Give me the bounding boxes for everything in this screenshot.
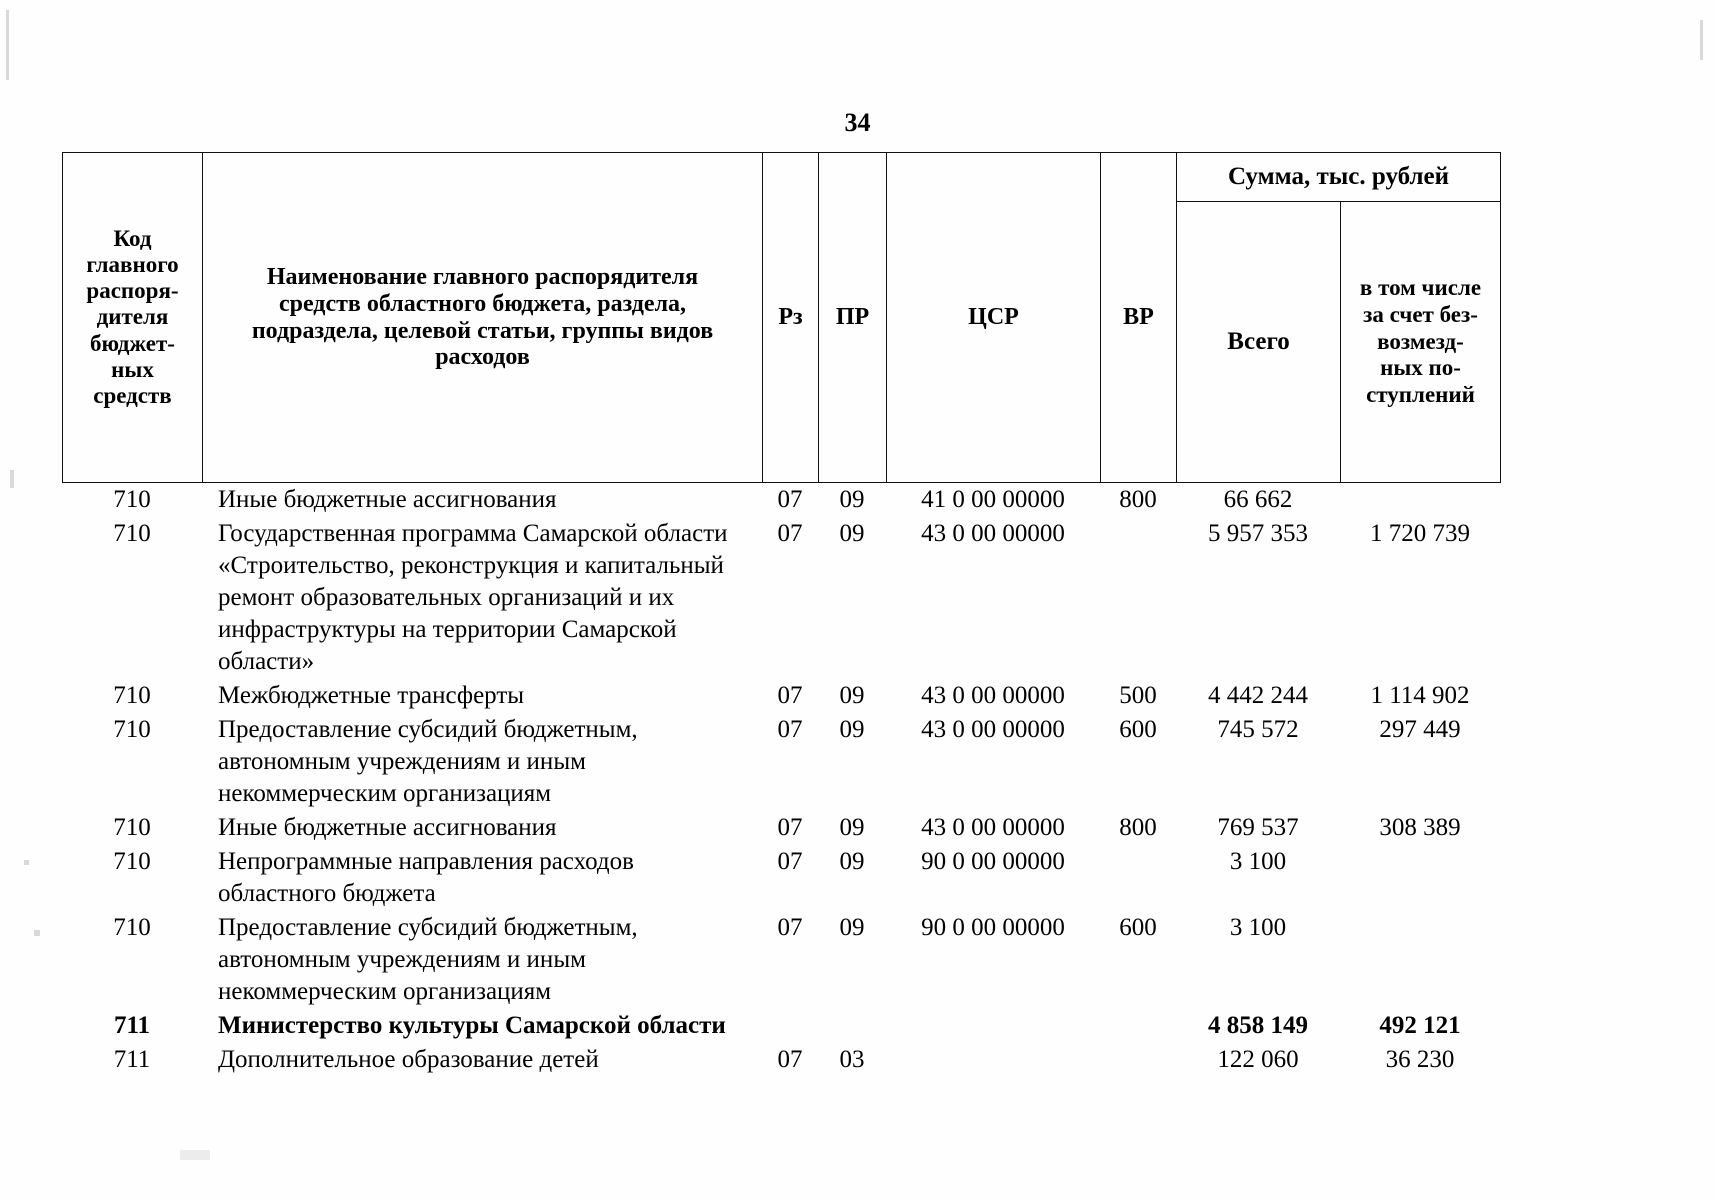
budget-table <box>62 152 1482 1077</box>
code-header-line-4: дителя <box>96 304 169 330</box>
column-header-free-receipts <box>1341 202 1501 483</box>
cell-total: 3 100 <box>1229 848 1287 875</box>
table-header-row-1 <box>63 153 1501 202</box>
cell-total: 3 100 <box>1229 914 1287 941</box>
cell-free: 1 720 739 <box>1370 520 1470 547</box>
cell-name: Предоставление субсидий бюджетным, автономным учреждениям и иным некоммерческим организациям <box>218 716 638 807</box>
cell-total: 769 537 <box>1217 814 1299 841</box>
table-row[interactable] <box>62 911 1500 1009</box>
table-row[interactable] <box>62 1009 1500 1043</box>
table-row[interactable] <box>62 679 1500 713</box>
cell-name: Межбюджетные трансферты <box>218 682 525 709</box>
free-header-line-1: в том числе <box>1359 275 1482 301</box>
cell-vr: 800 <box>1119 814 1157 841</box>
column-header-name <box>203 153 763 483</box>
cell-pr: 03 <box>839 1046 865 1073</box>
scan-artifact <box>180 1150 210 1160</box>
scan-artifact <box>10 470 14 488</box>
code-header-line-3: распоря- <box>86 278 179 304</box>
cell-name: Государственная программа Самарской области «Строительство, реконструкция и капитальный ремонт образовательных организаций и их инфраструктуры на территории Самарской области» <box>218 520 728 675</box>
column-header-vr: ВР <box>1101 153 1177 483</box>
scan-artifact <box>6 10 9 80</box>
cell-name: Иные бюджетные ассигнования <box>218 486 557 513</box>
page-number: 34 <box>844 108 871 137</box>
cell-vr: 500 <box>1119 682 1157 709</box>
cell-vr <box>1100 517 1176 679</box>
column-header-code <box>63 153 203 483</box>
table-row[interactable] <box>62 845 1500 911</box>
free-header-line-4: ных по- <box>1380 355 1461 381</box>
table-row[interactable] <box>62 713 1500 811</box>
cell-pr: 09 <box>839 486 865 513</box>
code-header-line-1: Код <box>113 225 152 251</box>
code-header-line-7: средств <box>93 383 172 409</box>
cell-pr: 09 <box>839 682 865 709</box>
cell-code: 711 <box>113 1012 151 1039</box>
cell-vr <box>1100 1009 1176 1043</box>
cell-code: 710 <box>113 914 151 941</box>
cell-vr: 600 <box>1119 914 1157 941</box>
cell-total: 4 442 244 <box>1208 682 1308 709</box>
table-row[interactable] <box>62 483 1500 517</box>
cell-code: 710 <box>113 848 151 875</box>
cell-pr: 09 <box>839 520 865 547</box>
cell-pr <box>818 1009 886 1043</box>
cell-pr: 09 <box>839 914 865 941</box>
cell-rz: 07 <box>777 914 803 941</box>
column-header-total <box>1177 202 1341 483</box>
cell-rz: 07 <box>777 716 803 743</box>
cell-rz: 07 <box>777 682 803 709</box>
table-row[interactable] <box>62 1043 1500 1077</box>
cell-code: 710 <box>113 486 151 513</box>
cell-pr: 09 <box>839 848 865 875</box>
code-header-line-6: ных <box>111 356 154 382</box>
cell-csr: 43 0 00 00000 <box>921 716 1065 743</box>
cell-name: Непрограммные направления расходов областного бюджета <box>218 848 634 907</box>
cell-vr <box>1100 845 1176 911</box>
cell-total: 745 572 <box>1217 716 1299 743</box>
cell-pr: 09 <box>839 814 865 841</box>
cell-rz: 07 <box>777 1046 803 1073</box>
cell-total: 5 957 353 <box>1208 520 1308 547</box>
cell-total: 66 662 <box>1223 486 1293 513</box>
cell-free <box>1340 483 1500 517</box>
cell-vr: 600 <box>1119 716 1157 743</box>
cell-free: 36 230 <box>1385 1046 1455 1073</box>
name-header-line-1: Наименование главного распорядителя <box>266 263 699 290</box>
cell-csr: 43 0 00 00000 <box>921 682 1065 709</box>
cell-free: 297 449 <box>1379 716 1461 743</box>
column-header-sum-group: Сумма, тыс. рублей <box>1177 153 1501 202</box>
cell-code: 710 <box>113 520 151 547</box>
free-header-line-3: возмезд- <box>1377 328 1464 354</box>
free-header-line-5: ступлений <box>1366 382 1475 407</box>
cell-free: 1 114 902 <box>1370 682 1470 709</box>
cell-name: Дополнительное образование детей <box>218 1046 599 1073</box>
total-header-label: Всего <box>1227 328 1290 355</box>
code-header-line-2: главного <box>86 251 179 277</box>
cell-vr <box>1100 1043 1176 1077</box>
cell-csr: 43 0 00 00000 <box>921 520 1065 547</box>
scan-artifact <box>34 930 40 936</box>
table-row[interactable] <box>62 517 1500 679</box>
cell-csr <box>886 1043 1100 1077</box>
cell-free <box>1340 911 1500 1009</box>
scan-artifact <box>24 860 29 865</box>
cell-pr: 09 <box>839 716 865 743</box>
budget-table-body <box>62 483 1500 1077</box>
cell-code: 710 <box>113 814 151 841</box>
cell-csr: 41 0 00 00000 <box>921 486 1065 513</box>
cell-name: Иные бюджетные ассигнования <box>218 814 557 841</box>
cell-code: 711 <box>113 1046 151 1073</box>
cell-free: 308 389 <box>1379 814 1461 841</box>
cell-csr <box>886 1009 1100 1043</box>
cell-rz: 07 <box>777 848 803 875</box>
cell-name: Министерство культуры Самарской области <box>218 1012 726 1039</box>
name-header-line-4: расходов <box>435 344 530 371</box>
cell-rz: 07 <box>777 814 803 841</box>
cell-csr: 90 0 00 00000 <box>921 848 1065 875</box>
column-header-rz: Рз <box>763 153 819 483</box>
cell-free <box>1340 845 1500 911</box>
cell-total: 122 060 <box>1217 1046 1299 1073</box>
column-header-pr: ПР <box>819 153 887 483</box>
cell-csr: 43 0 00 00000 <box>921 814 1065 841</box>
cell-rz <box>762 1009 818 1043</box>
cell-total: 4 858 149 <box>1208 1012 1308 1039</box>
cell-name: Предоставление субсидий бюджетным, автономным учреждениям и иным некоммерческим организациям <box>218 914 638 1005</box>
name-header-line-2: средств областного бюджета, раздела, <box>278 290 687 317</box>
free-header-line-2: за счет без- <box>1363 301 1478 327</box>
name-header-line-3: подраздела, целевой статьи, группы видов <box>251 317 714 344</box>
budget-table-header <box>62 152 1501 483</box>
cell-code: 710 <box>113 682 151 709</box>
cell-code: 710 <box>113 716 151 743</box>
code-header-line-5: бюджет- <box>90 330 175 356</box>
table-row[interactable] <box>62 811 1500 845</box>
cell-csr: 90 0 00 00000 <box>921 914 1065 941</box>
cell-rz: 07 <box>777 520 803 547</box>
cell-rz: 07 <box>777 486 803 513</box>
scan-artifact <box>1700 20 1703 60</box>
cell-vr: 800 <box>1119 486 1157 513</box>
cell-free: 492 121 <box>1379 1012 1461 1039</box>
column-header-csr: ЦСР <box>887 153 1101 483</box>
